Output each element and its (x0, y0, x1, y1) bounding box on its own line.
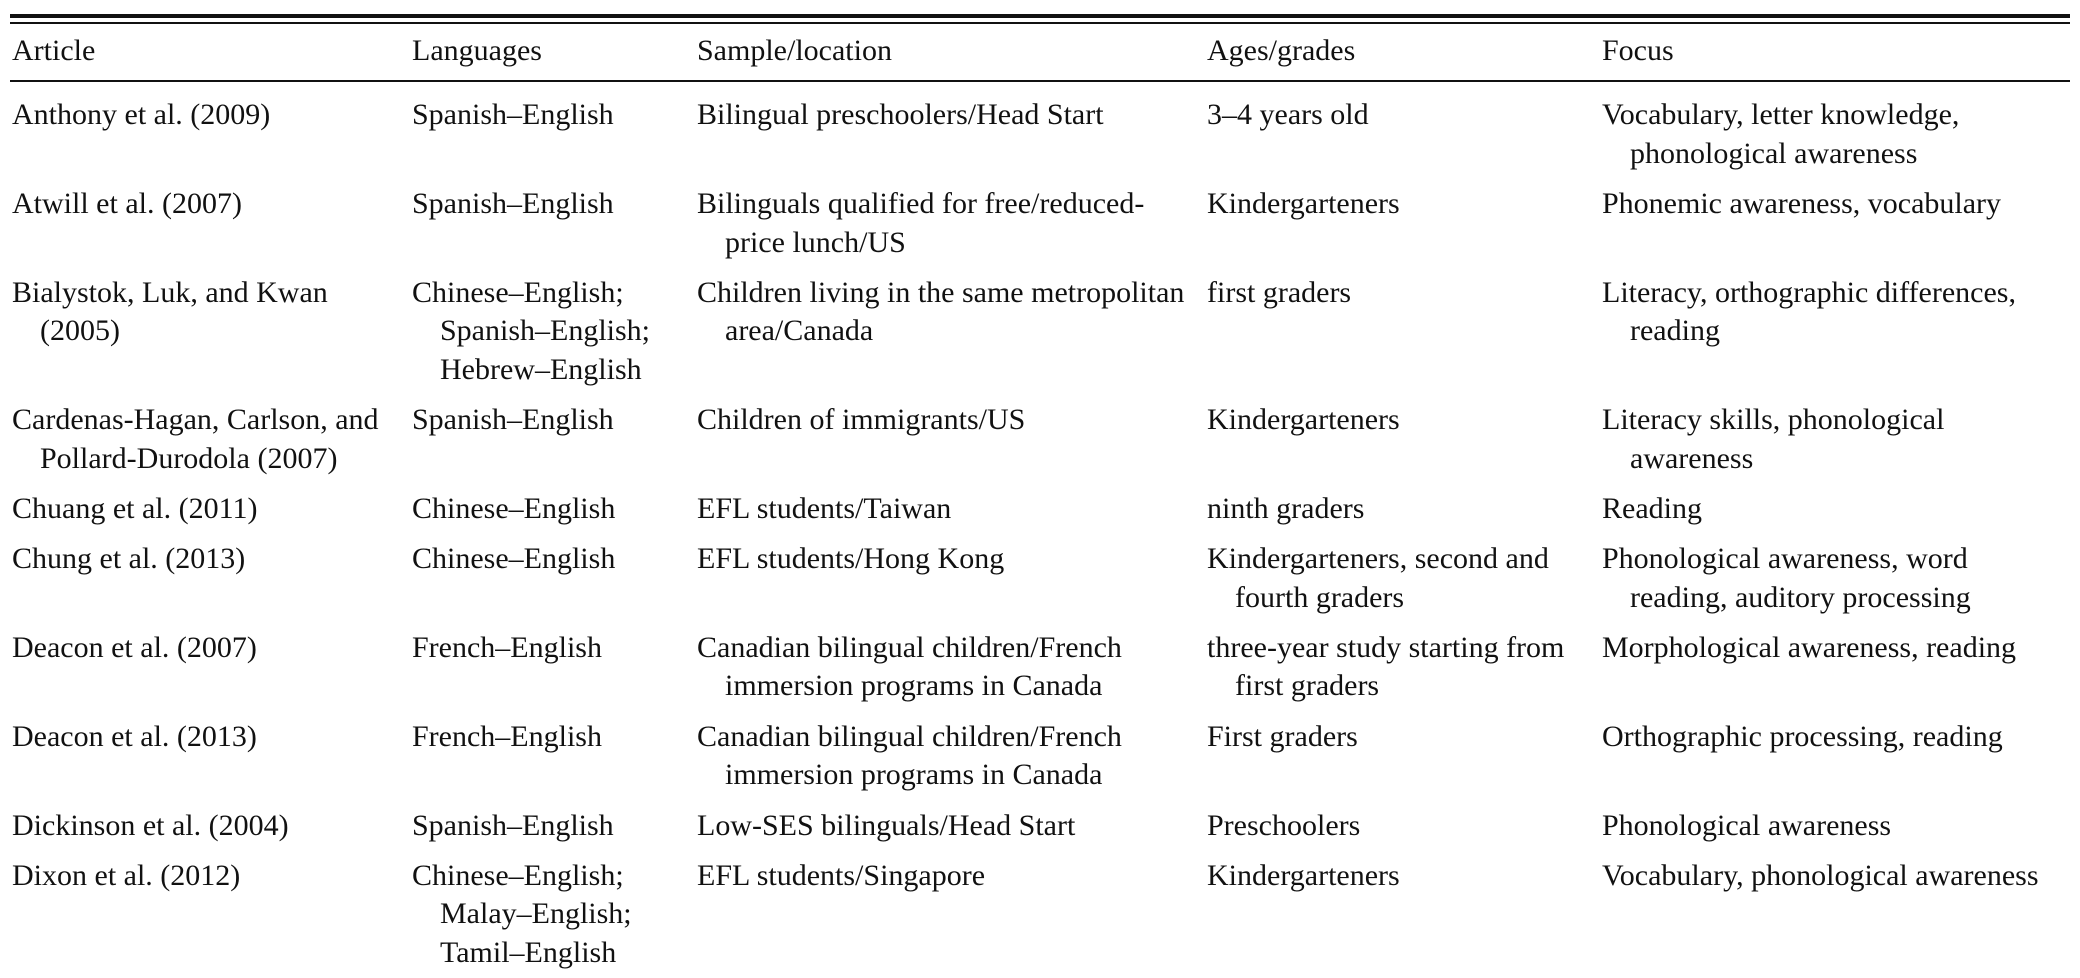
table-row (10, 851, 2070, 978)
cell-article: Anthony et al. (2009) (12, 98, 271, 132)
cell-sample-location: EFL students/Singapore (697, 859, 986, 893)
column-header-languages: Languages (412, 34, 542, 67)
cell-article: Bialystok, Luk, and Kwan (2005) (12, 275, 328, 348)
column-header-focus: Focus (1602, 34, 1674, 67)
cell-languages: Spanish–English (412, 403, 614, 437)
cell-ages-grades: 3–4 years old (1207, 98, 1369, 132)
cell-focus: Morphological awareness, reading (1602, 631, 2017, 665)
cell-languages: Spanish–English (412, 187, 614, 221)
cell-article: Dickinson et al. (2004) (12, 808, 289, 842)
cell-sample-location: Low-SES bilinguals/Head Start (697, 808, 1076, 842)
cell-sample-location: Bilinguals qualified for free/reduced-price lunch/US (697, 187, 1145, 259)
cell-ages-grades: First graders (1207, 719, 1358, 753)
cell-ages-grades: Kindergarteners (1207, 859, 1400, 893)
table-row (10, 268, 2070, 395)
cell-article: Deacon et al. (2007) (12, 631, 257, 665)
cell-article: Chung et al. (2013) (12, 542, 246, 576)
cell-article: Atwill et al. (2007) (12, 187, 242, 221)
table-header-row (10, 24, 2070, 80)
cell-focus: Vocabulary, phonological awareness (1602, 859, 2039, 893)
column-header-ages-grades: Ages/grades (1207, 34, 1356, 67)
cell-ages-grades: Preschoolers (1207, 808, 1361, 842)
cell-article: Cardenas-Hagan, Carlson, and Pollard-Durodola (2007) (12, 403, 379, 475)
cell-languages: Spanish–English (412, 808, 614, 842)
cell-languages: French–English (412, 719, 602, 753)
table-row (10, 712, 2070, 801)
study-table-body (10, 82, 2070, 978)
table-top-rule-outer (10, 14, 2070, 18)
cell-sample-location: Children of immigrants/US (697, 403, 1026, 437)
cell-ages-grades: three-year study starting from first graders (1207, 631, 1565, 703)
cell-ages-grades: Kindergarteners, second and fourth graders (1207, 542, 1549, 614)
cell-ages-grades: first graders (1207, 275, 1352, 309)
table-row (10, 484, 2070, 534)
cell-languages: Chinese–English (412, 491, 616, 525)
cell-languages: French–English (412, 631, 602, 665)
table-body (10, 82, 2070, 978)
cell-sample-location: Canadian bilingual children/French immersion programs in Canada (697, 631, 1122, 703)
table-row (10, 534, 2070, 623)
cell-focus: Reading (1602, 491, 1702, 525)
cell-article: Dixon et al. (2012) (12, 859, 241, 893)
cell-ages-grades: ninth graders (1207, 491, 1365, 525)
table-row (10, 623, 2070, 712)
cell-ages-grades: Kindergarteners (1207, 187, 1400, 221)
cell-ages-grades: Kindergarteners (1207, 403, 1400, 437)
cell-sample-location: Children living in the same metropolitan area/Canada (697, 275, 1185, 348)
cell-focus: Literacy skills, phonological awareness (1602, 403, 1945, 475)
cell-article: Deacon et al. (2013) (12, 719, 257, 753)
cell-sample-location: Canadian bilingual children/French immersion programs in Canada (697, 719, 1122, 792)
cell-focus: Phonological awareness (1602, 808, 1892, 842)
cell-sample-location: Bilingual preschoolers/Head Start (697, 98, 1104, 132)
cell-sample-location: EFL students/Taiwan (697, 491, 952, 525)
cell-languages: Spanish–English (412, 98, 614, 132)
column-header-article: Article (12, 34, 96, 67)
cell-languages: Chinese–English (412, 542, 616, 576)
cell-languages: Chinese–English; Malay–English; Tamil–English (412, 859, 632, 969)
cell-article: Chuang et al. (2011) (12, 491, 258, 525)
cell-languages: Chinese–English; Spanish–English; Hebrew–English (412, 275, 651, 386)
cell-sample-location: EFL students/Hong Kong (697, 542, 1005, 576)
table-header (10, 24, 2070, 80)
cell-focus: Vocabulary, letter knowledge, phonological awareness (1602, 98, 1960, 170)
column-header-sample-location: Sample/location (697, 34, 892, 67)
table-row (10, 801, 2070, 851)
study-table (10, 24, 2070, 80)
table-row (10, 82, 2070, 179)
table-row (10, 395, 2070, 484)
cell-focus: Literacy, orthographic differences, reading (1602, 275, 2016, 348)
cell-focus: Phonological awareness, word reading, auditory processing (1602, 542, 1971, 614)
cell-focus: Orthographic processing, reading (1602, 719, 2003, 753)
table-row (10, 179, 2070, 268)
cell-focus: Phonemic awareness, vocabulary (1602, 187, 2002, 221)
